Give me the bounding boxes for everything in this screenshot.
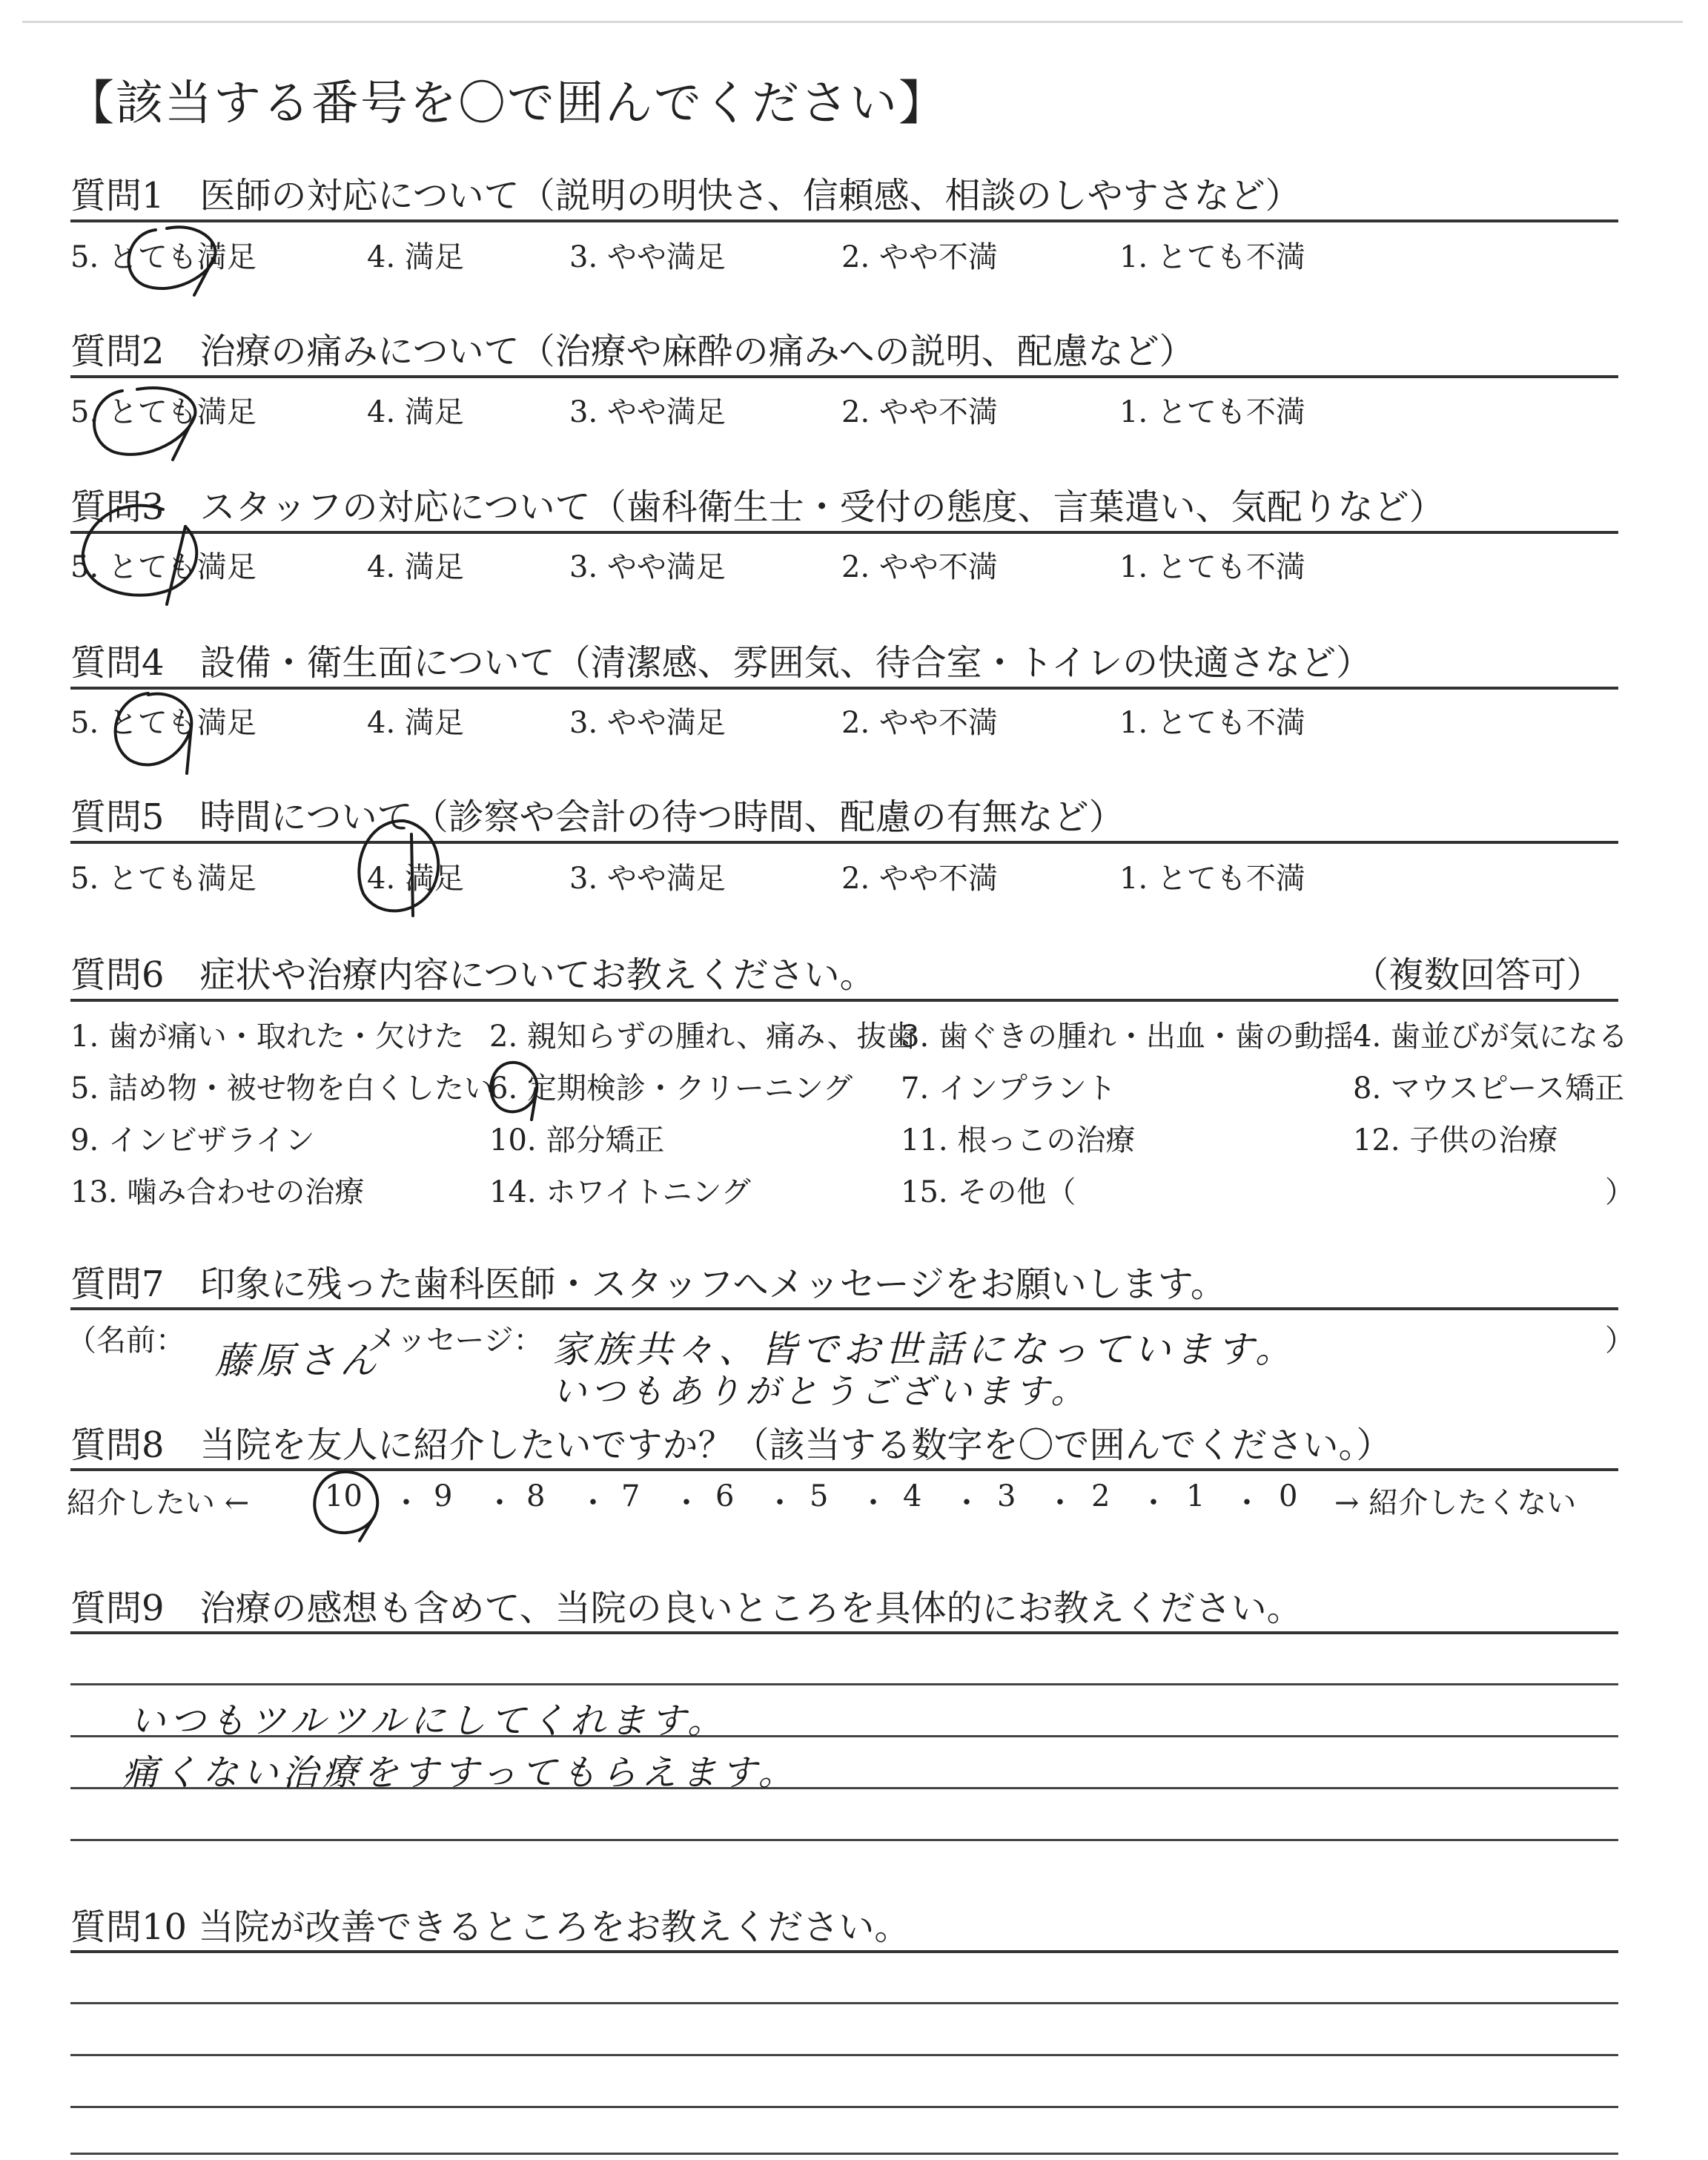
- q10-writing-line-1: [70, 2002, 1618, 2004]
- q2-title: 質問2 治療の痛みについて（治療や麻酔の痛みへの説明、配慮など）: [70, 331, 1195, 372]
- q7-name-value[interactable]: 藤原さん: [215, 1339, 381, 1382]
- q1-rule: [70, 219, 1618, 222]
- q6-rule: [70, 999, 1618, 1002]
- q6-answer-circle: [478, 1049, 549, 1123]
- q4-rule: [70, 687, 1618, 690]
- q1-option-1[interactable]: 1. とても不満: [1119, 240, 1305, 274]
- q8-separator: ・: [1232, 1486, 1262, 1520]
- q2-option-5[interactable]: 5. とても満足: [70, 395, 256, 429]
- q8-scale-10[interactable]: 10: [325, 1479, 363, 1513]
- q6-option-5[interactable]: 5. 詰め物・被せ物を白くしたい: [70, 1071, 494, 1106]
- q5-option-2[interactable]: 2. やや不満: [841, 862, 998, 896]
- q4-option-2[interactable]: 2. やや不満: [841, 706, 998, 740]
- q5-option-3[interactable]: 3. やや満足: [569, 862, 726, 896]
- q3-option-1[interactable]: 1. とても不満: [1119, 550, 1305, 584]
- q1-option-5[interactable]: 5. とても満足: [70, 240, 256, 274]
- q4-option-3[interactable]: 3. やや満足: [569, 706, 726, 740]
- form-header: 【該当する番号を〇で囲んでください】: [67, 76, 947, 131]
- q8-answer-circle: [300, 1461, 393, 1546]
- q8-separator: ・: [578, 1486, 608, 1520]
- q9-rule: [70, 1631, 1618, 1634]
- q3-answer-circle: [74, 493, 215, 615]
- q8-scale-0[interactable]: 0: [1279, 1479, 1298, 1513]
- q6-option-4[interactable]: 4. 歯並びが気になる: [1353, 1020, 1628, 1054]
- q7-message-line-2[interactable]: いつもありがとうございます。: [552, 1371, 1090, 1411]
- q6-option-8[interactable]: 8. マウスピース矯正: [1353, 1071, 1625, 1106]
- q7-close-paren: ）: [1605, 1324, 1635, 1358]
- q2-option-4[interactable]: 4. 満足: [367, 395, 464, 429]
- q9-writing-line-1: [70, 1683, 1618, 1685]
- q5-option-5[interactable]: 5. とても満足: [70, 862, 256, 896]
- q7-rule: [70, 1307, 1618, 1310]
- q6-option-1[interactable]: 1. 歯が痛い・取れた・欠けた: [70, 1020, 464, 1054]
- q7-name-label: （名前：: [67, 1324, 185, 1358]
- q8-scale-8[interactable]: 8: [526, 1479, 546, 1513]
- q3-rule: [70, 531, 1618, 534]
- q4-option-4[interactable]: 4. 満足: [367, 706, 464, 740]
- q6-option-9[interactable]: 9. インビザライン: [70, 1123, 315, 1157]
- q3-title: 質問3 スタッフの対応について（歯科衛生士・受付の態度、言葉遣い、気配りなど）: [70, 486, 1445, 528]
- q6-option-12[interactable]: 12. 子供の治療: [1353, 1123, 1558, 1157]
- q6-option-15[interactable]: 15. その他（: [901, 1175, 1076, 1209]
- q8-separator: ・: [1045, 1486, 1075, 1520]
- q4-answer-circle: [96, 678, 208, 782]
- q6-title: 質問6 症状や治療内容についてお教えください。: [70, 954, 875, 996]
- q4-title: 質問4 設備・衛生面について（清潔感、雰囲気、待合室・トイレの快適さなど）: [70, 642, 1372, 684]
- q2-option-1[interactable]: 1. とても不満: [1119, 395, 1305, 429]
- q1-option-2[interactable]: 2. やや不満: [841, 240, 998, 274]
- q8-right-label: → 紹介したくない: [1334, 1486, 1577, 1520]
- q5-option-4[interactable]: 4. 満足: [367, 862, 464, 896]
- q5-answer-circle: [345, 805, 456, 923]
- q8-separator: ・: [485, 1486, 514, 1520]
- q4-option-5[interactable]: 5. とても満足: [70, 706, 256, 740]
- q10-writing-line-3: [70, 2106, 1618, 2108]
- q6-option-14[interactable]: 14. ホワイトニング: [489, 1175, 751, 1209]
- q3-option-2[interactable]: 2. やや不満: [841, 550, 998, 584]
- q8-separator: ・: [765, 1486, 795, 1520]
- q6-multiple-note: （複数回答可）: [1353, 954, 1603, 996]
- q8-scale-4[interactable]: 4: [903, 1479, 922, 1513]
- q6-option-11[interactable]: 11. 根っこの治療: [901, 1123, 1136, 1157]
- top-border: [22, 21, 1683, 23]
- q8-scale-6[interactable]: 6: [715, 1479, 735, 1513]
- q8-separator: ・: [952, 1486, 982, 1520]
- q9-title: 質問9 治療の感想も含めて、当院の良いところを具体的にお教えください。: [70, 1588, 1302, 1629]
- q2-rule: [70, 375, 1618, 378]
- q3-option-5[interactable]: 5. とても満足: [70, 550, 256, 584]
- q10-writing-line-4: [70, 2153, 1618, 2155]
- q8-scale-9[interactable]: 9: [434, 1479, 453, 1513]
- q6-option-3[interactable]: 3. 歯ぐきの腫れ・出血・歯の動揺: [901, 1020, 1354, 1054]
- q10-title: 質問10 当院が改善できるところをお教えください。: [70, 1906, 910, 1948]
- q9-writing-line-4: [70, 1839, 1618, 1841]
- q8-scale-5[interactable]: 5: [810, 1479, 829, 1513]
- q5-rule: [70, 841, 1618, 844]
- q3-option-4[interactable]: 4. 満足: [367, 550, 464, 584]
- q6-option-10[interactable]: 10. 部分矯正: [489, 1123, 665, 1157]
- q1-title: 質問1 医師の対応について（説明の明快さ、信頼感、相談のしやすさなど）: [70, 175, 1301, 217]
- q10-rule: [70, 1950, 1618, 1953]
- q8-title: 質問8 当院を友人に紹介したいですか？（該当する数字を〇で囲んでください。）: [70, 1424, 1392, 1466]
- q4-option-1[interactable]: 1. とても不満: [1119, 706, 1305, 740]
- q2-answer-circle: [78, 374, 208, 467]
- q2-option-3[interactable]: 3. やや満足: [569, 395, 726, 429]
- q8-separator: ・: [1139, 1486, 1168, 1520]
- q8-scale-2[interactable]: 2: [1091, 1479, 1110, 1513]
- q8-scale-1[interactable]: 1: [1186, 1479, 1205, 1513]
- q6-option-6[interactable]: 6. 定期検診・クリーニング: [489, 1071, 853, 1106]
- q2-option-2[interactable]: 2. やや不満: [841, 395, 998, 429]
- q7-title: 質問7 印象に残った歯科医師・スタッフへメッセージをお願いします。: [70, 1264, 1226, 1305]
- q1-option-4[interactable]: 4. 満足: [367, 240, 464, 274]
- q10-writing-line-2: [70, 2054, 1618, 2056]
- q7-message-line-1[interactable]: 家族共々、皆でお世話になっています。: [552, 1328, 1297, 1371]
- q9-answer-line-2[interactable]: 痛くない治療をすすってもらえます。: [122, 1752, 798, 1794]
- q6-option-7[interactable]: 7. インプラント: [901, 1071, 1116, 1106]
- q8-scale-7[interactable]: 7: [621, 1479, 640, 1513]
- q6-other-close-paren: ）: [1605, 1175, 1635, 1209]
- q8-left-label: 紹介したい ←: [67, 1486, 250, 1520]
- q9-answer-line-1[interactable]: いつもツルツルにしてくれます。: [130, 1700, 728, 1742]
- q8-scale-3[interactable]: 3: [997, 1479, 1016, 1513]
- q8-separator: ・: [391, 1486, 421, 1520]
- q8-separator: ・: [858, 1486, 888, 1520]
- q6-option-2[interactable]: 2. 親知らずの腫れ、痛み、抜歯: [489, 1020, 916, 1054]
- q7-message-label: メッセージ：: [367, 1324, 543, 1358]
- q5-option-1[interactable]: 1. とても不満: [1119, 862, 1305, 896]
- q3-option-3[interactable]: 3. やや満足: [569, 550, 726, 584]
- q8-separator: ・: [672, 1486, 701, 1520]
- q6-option-13[interactable]: 13. 噛み合わせの治療: [70, 1175, 365, 1209]
- q1-answer-circle: [111, 215, 230, 304]
- q5-title: 質問5 時間について（診察や会計の待つ時間、配慮の有無など）: [70, 796, 1125, 838]
- q1-option-3[interactable]: 3. やや満足: [569, 240, 726, 274]
